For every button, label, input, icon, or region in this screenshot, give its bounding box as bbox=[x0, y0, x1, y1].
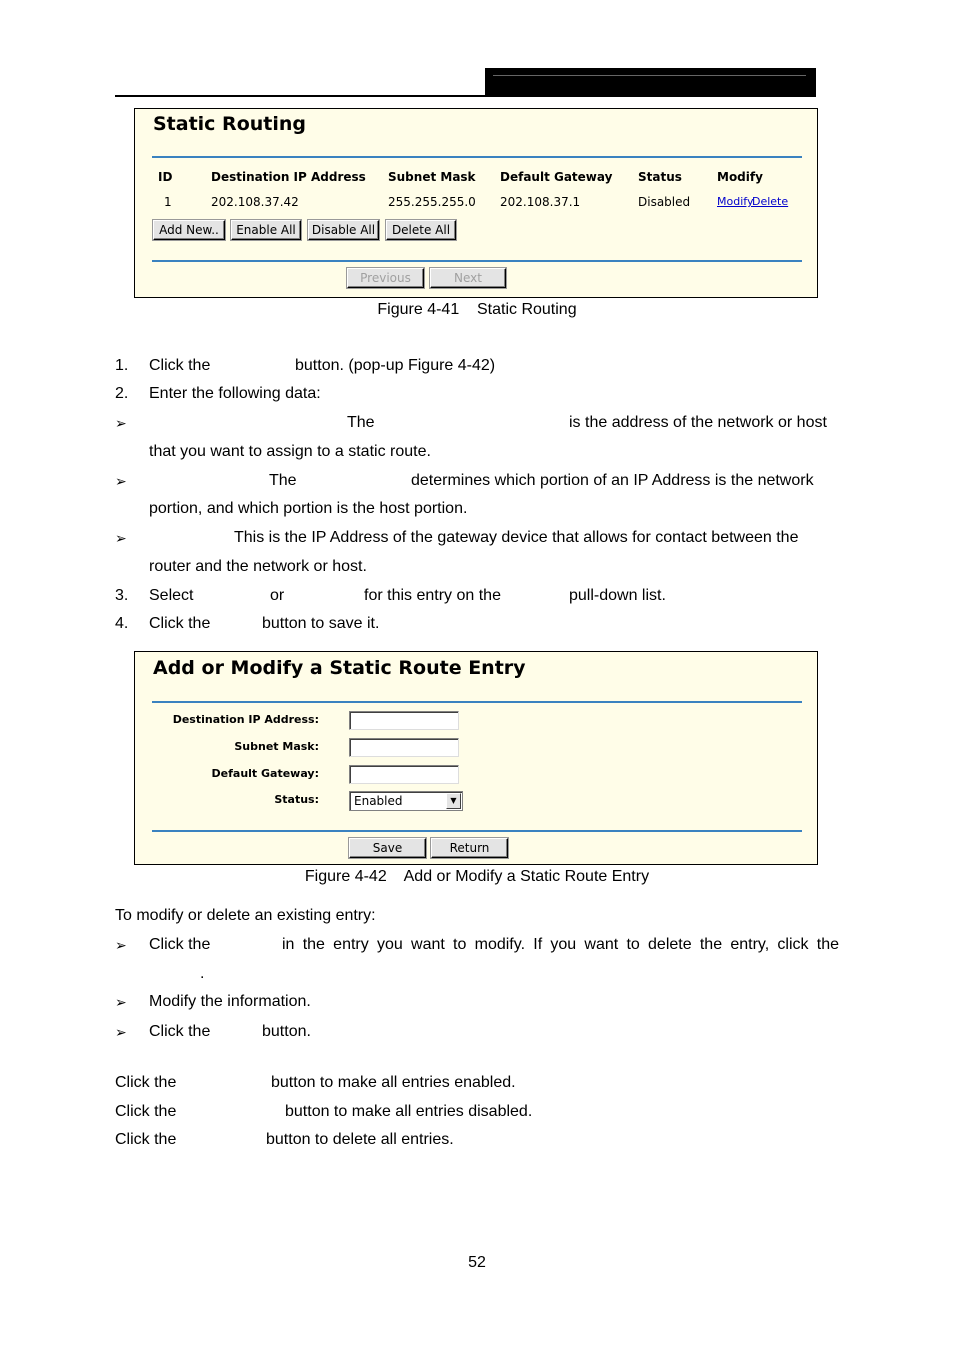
modify-intro: To modify or delete an existing entry: bbox=[115, 907, 376, 924]
step-number: 3. bbox=[115, 587, 129, 604]
form-labels bbox=[135, 712, 319, 812]
bullet-arrow-icon: ➢ bbox=[115, 1024, 127, 1040]
col-header-mask: Subnet Mask bbox=[388, 170, 476, 184]
status-label: Status: bbox=[274, 793, 319, 806]
save-button[interactable]: Save bbox=[349, 838, 426, 858]
gateway-label: Default Gateway: bbox=[211, 767, 319, 780]
step-text: Click the bbox=[149, 615, 211, 632]
bullet-text: button. bbox=[262, 1023, 311, 1040]
row-mask: 255.255.255.0 bbox=[388, 195, 476, 209]
paragraph-text: button to delete all entries. bbox=[266, 1131, 454, 1148]
col-header-destination: Destination IP Address bbox=[211, 170, 366, 184]
header-block bbox=[485, 68, 816, 97]
next-button[interactable]: Next bbox=[430, 268, 506, 288]
paragraph-text: Click the bbox=[115, 1131, 177, 1148]
bullet-text: Click the bbox=[149, 1023, 211, 1040]
dropdown-arrow-icon[interactable]: ▼ bbox=[446, 793, 461, 809]
step-text: Click the bbox=[149, 357, 211, 374]
mask-label: Subnet Mask: bbox=[234, 740, 319, 753]
paragraph-text: Click the bbox=[115, 1074, 177, 1091]
paragraph-text: button to make all entries enabled. bbox=[271, 1074, 516, 1091]
figure-caption-42: Figure 4-42 Add or Modify a Static Route Entry bbox=[304, 868, 650, 885]
page-number: 52 bbox=[468, 1254, 486, 1271]
destination-ip-input[interactable] bbox=[349, 711, 459, 730]
bullet-text: The bbox=[269, 472, 297, 489]
bullet-arrow-icon: ➢ bbox=[115, 937, 127, 953]
row-status: Disabled bbox=[638, 195, 691, 209]
title-divider bbox=[152, 156, 802, 158]
bullet-text: portion, and which portion is the host portion. bbox=[149, 500, 468, 517]
paragraph-text: button to make all entries disabled. bbox=[285, 1103, 533, 1120]
step-text: button. (pop-up Figure 4-42) bbox=[295, 357, 496, 374]
add-modify-route-panel bbox=[134, 651, 818, 865]
bullet-arrow-icon: ➢ bbox=[115, 530, 127, 546]
modify-link[interactable]: Modify bbox=[717, 195, 754, 208]
return-button[interactable]: Return bbox=[431, 838, 508, 858]
panel-title: Add or Modify a Static Route Entry bbox=[153, 657, 526, 679]
step-number: 1. bbox=[115, 357, 129, 374]
status-select-value: Enabled bbox=[354, 794, 403, 808]
col-header-gateway: Default Gateway bbox=[500, 170, 613, 184]
col-header-id: ID bbox=[158, 170, 173, 184]
bullet-text: that you want to assign to a static route. bbox=[149, 443, 431, 460]
step-text: or bbox=[270, 587, 285, 604]
bullet-text: This is the IP Address of the gateway device that allows for contact between the bbox=[234, 529, 799, 546]
static-routing-panel bbox=[134, 108, 818, 298]
bullet-text: Modify the information. bbox=[149, 993, 311, 1010]
step-text: for this entry on the bbox=[364, 587, 501, 604]
row-id: 1 bbox=[164, 195, 172, 209]
step-text: pull-down list. bbox=[569, 587, 666, 604]
destination-label: Destination IP Address: bbox=[172, 713, 319, 726]
row-destination: 202.108.37.42 bbox=[211, 195, 299, 209]
footer-divider bbox=[152, 830, 802, 832]
footer-divider bbox=[152, 260, 802, 262]
bullet-arrow-icon: ➢ bbox=[115, 473, 127, 489]
step-number: 4. bbox=[115, 615, 129, 632]
bullet-text: . bbox=[200, 965, 205, 982]
bullet-text: in the entry you want to modify. If you want to delete the entry, click the bbox=[282, 936, 839, 953]
default-gateway-input[interactable] bbox=[349, 765, 459, 784]
bullet-text: router and the network or host. bbox=[149, 558, 367, 575]
step-text: Select bbox=[149, 587, 194, 604]
bullet-text: is the address of the network or host bbox=[569, 414, 827, 431]
bullet-text: The bbox=[347, 414, 375, 431]
status-select[interactable] bbox=[349, 791, 463, 811]
paragraph-text: Click the bbox=[115, 1103, 177, 1120]
add-new-button[interactable]: Add New.. bbox=[153, 220, 225, 240]
bullet-arrow-icon: ➢ bbox=[115, 994, 127, 1010]
step-text: Enter the following data: bbox=[149, 385, 321, 402]
figure-caption-41: Figure 4-41 Static Routing bbox=[377, 301, 577, 318]
title-divider bbox=[152, 701, 802, 703]
bullet-arrow-icon: ➢ bbox=[115, 415, 127, 431]
col-header-modify: Modify bbox=[717, 170, 763, 184]
previous-button[interactable]: Previous bbox=[347, 268, 424, 288]
step-text: button to save it. bbox=[262, 615, 380, 632]
bullet-text: Click the bbox=[149, 936, 211, 953]
disable-all-button[interactable]: Disable All bbox=[308, 220, 379, 240]
enable-all-button[interactable]: Enable All bbox=[231, 220, 301, 240]
header-rule bbox=[115, 95, 487, 97]
col-header-status: Status bbox=[638, 170, 682, 184]
subnet-mask-input[interactable] bbox=[349, 738, 459, 757]
bullet-text: determines which portion of an IP Address is the network bbox=[411, 472, 814, 489]
panel-title: Static Routing bbox=[153, 113, 306, 135]
row-gateway: 202.108.37.1 bbox=[500, 195, 581, 209]
delete-all-button[interactable]: Delete All bbox=[386, 220, 456, 240]
delete-link[interactable]: Delete bbox=[752, 195, 789, 208]
step-number: 2. bbox=[115, 385, 129, 402]
